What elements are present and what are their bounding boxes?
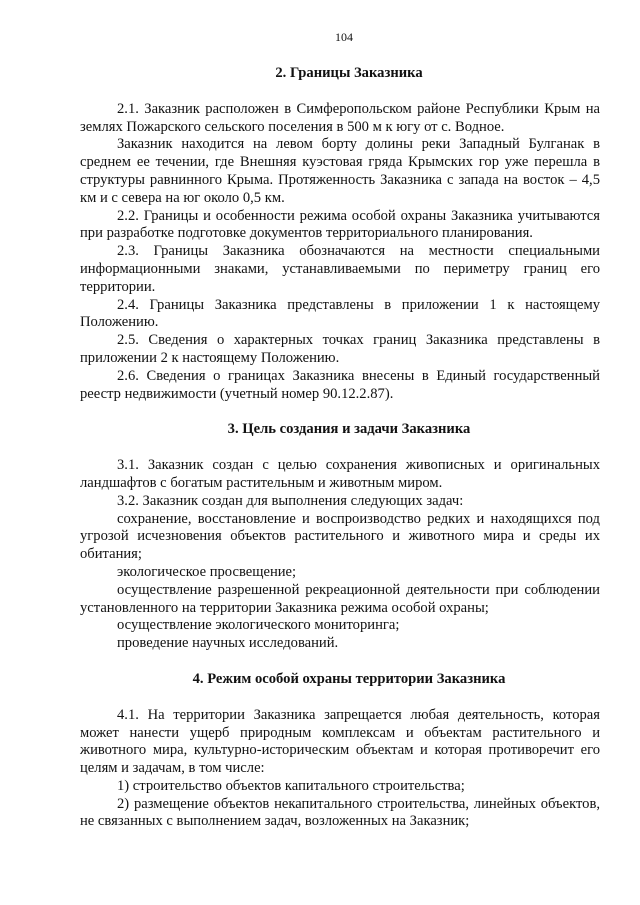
section-heading-protection-regime: 4. Режим особой охраны территории Заказника — [192, 670, 506, 687]
paragraph-2-5: 2.5. Сведения о характерных точках границ Заказника представлены в приложении 2 к настоящему Положению. — [80, 332, 600, 366]
document-page — [80, 30, 600, 831]
paragraph-3-2: 3.2. Заказник создан для выполнения следующих задач: — [117, 492, 464, 509]
task-item: осуществление экологического мониторинга; — [117, 617, 400, 634]
section-heading-goals: 3. Цель создания и задачи Заказника — [227, 421, 471, 438]
task-item: проведение научных исследований. — [117, 635, 339, 652]
paragraph-2-4: 2.4. Границы Заказника представлены в приложении 1 к настоящему Положению. — [80, 296, 600, 331]
paragraph-4-1-item-2: 2) размещение объектов некапитального строительства, линейных объектов, не связанных с выполнением задач, возложенных на Заказник; — [80, 795, 600, 830]
section-boundaries — [80, 65, 600, 403]
section-protection-regime — [80, 671, 600, 831]
page-number: 104 — [335, 30, 353, 44]
section-heading-boundaries: 2. Границы Заказника — [275, 65, 423, 81]
paragraph-2-1-location: Заказник находится на левом борту долины реки Западный Булганак в среднем ее течении, где Внешняя куэстовая гряда Крымских гор уже перешла в структуры равнинного Крыма. Протяженность Заказника с запада на восток – 4,5 км и с севера на юг около 0,5 км. — [80, 136, 600, 206]
paragraph-4-1: 4.1. На территории Заказника запрещается любая деятельность, которая может нанести ущерб природным комплексам и объектам растительного и животного мира, культурно-историческим объектам и которая противоречит его целям и задачам, в том числе: — [80, 706, 600, 777]
tasks-list — [80, 511, 600, 653]
paragraph-3-1: 3.1. Заказник создан с целью сохранения живописных и оригинальных ландшафтов с богатым растительным и животным миром. — [80, 457, 600, 491]
task-item: сохранение, восстановление и воспроизводство редких и находящихся под угрозой исчезновения объектов растительного и животного мира и среды их обитания; — [80, 510, 600, 563]
paragraph-2-3: 2.3. Границы Заказника обозначаются на местности специальными информационными знаками, устанавливаемыми по периметру границ его территории. — [80, 243, 600, 295]
paragraph-2-6: 2.6. Сведения о границах Заказника внесены в Единый государственный реестр недвижимости (учетный номер 90.12.2.87). — [80, 367, 600, 402]
paragraph-4-1-item-1: 1) строительство объектов капитального строительства; — [117, 777, 465, 794]
task-item: экологическое просвещение; — [117, 563, 297, 580]
paragraph-2-2: 2.2. Границы и особенности режима особой охраны Заказника учитываются при разработке подготовке документов территориального планирования. — [80, 207, 600, 242]
paragraph-2-1: 2.1. Заказник расположен в Симферопольском районе Республики Крым на землях Пожарского сельского поселения в 500 м к югу от с. Водное. — [80, 100, 600, 135]
section-goals — [80, 421, 600, 653]
task-item: осуществление разрешенной рекреационной деятельности при соблюдении установленного на территории Заказника режима особой охраны; — [80, 581, 600, 616]
